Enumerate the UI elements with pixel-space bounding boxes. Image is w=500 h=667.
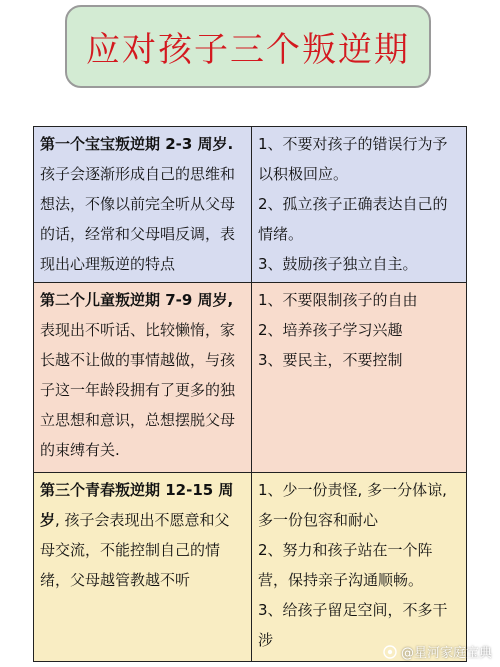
stage1-advice-line: 情绪。 <box>258 225 304 243</box>
stage3-heading-cont: 岁 <box>40 511 56 529</box>
stage1-desc-line: 的话，经常和父母唱反调，表 <box>40 225 236 243</box>
stage1-description-cell <box>34 127 252 283</box>
platform-logo-icon <box>383 645 397 659</box>
stage3-advice-line: 1、少一份责怪, 多一分体谅, <box>258 481 447 499</box>
title-banner <box>65 5 431 88</box>
stage3-heading: 第三个青春叛逆期 12-15 周 <box>40 481 234 499</box>
stage3-desc-line: 母交流，不能控制自己的情 <box>40 541 221 559</box>
stage1-advice-line: 3、鼓励孩子独立自主。 <box>258 255 418 273</box>
watermark-text: @星河家庭宝典 <box>400 646 492 661</box>
stage3-advice-cell <box>252 473 466 661</box>
stage1-advice-cell <box>252 127 466 283</box>
page-title: 应对孩子三个叛逆期 <box>86 30 410 70</box>
stage2-desc-line: 的束缚有关. <box>40 441 120 459</box>
stage1-desc-line: 现出心理叛逆的特点 <box>40 255 176 273</box>
stage3-advice-line: 2、努力和孩子站在一个阵 <box>258 541 433 559</box>
watermark <box>383 642 492 661</box>
stage3-desc-first-line <box>40 505 245 535</box>
stage3-advice-line: 3、给孩子留足空间，不多干 <box>258 601 448 619</box>
stage2-desc-line: 表现出不听话、比较懒惰，家 <box>40 321 236 339</box>
stage3-advice-line: 多一份包容和耐心 <box>258 511 379 529</box>
stage3-desc-first-text: , 孩子会表现出不愿意和父 <box>55 511 230 529</box>
stage2-advice-cell <box>252 283 466 473</box>
stage1-desc-line: 想法，不像以前完全听从父母 <box>40 195 236 213</box>
stage1-advice-line: 以积极回应。 <box>258 165 349 183</box>
stage3-advice-line: 涉 <box>258 631 274 649</box>
rebellion-stages-table <box>33 126 467 662</box>
stage1-desc-line: 孩子会逐渐形成自己的思维和 <box>40 165 236 183</box>
stage2-desc-line: 子这一年龄段拥有了更多的独 <box>40 381 236 399</box>
stage3-advice-line: 营，保持亲子沟通顺畅。 <box>258 571 424 589</box>
stage2-desc-line: 长越不让做的事情越做，与孩 <box>40 351 236 369</box>
stage1-advice-line: 1、不要对孩子的错误行为予 <box>258 135 448 153</box>
stage2-advice-line: 2、培养孩子学习兴趣 <box>258 321 403 339</box>
stage1-heading: 第一个宝宝叛逆期 2-3 周岁. <box>40 135 234 153</box>
stage2-advice-line: 1、不要限制孩子的自由 <box>258 291 418 309</box>
stage2-desc-line: 立思想和意识，总想摆脱父母 <box>40 411 236 429</box>
stage3-description-cell <box>34 473 252 661</box>
stage1-advice-line: 2、孤立孩子正确表达自己的 <box>258 195 448 213</box>
stage2-description-cell <box>34 283 252 473</box>
stage2-heading: 第二个儿童叛逆期 7-9 周岁, <box>40 291 234 309</box>
stage3-desc-line: 绪，父母越管教越不听 <box>40 571 191 589</box>
stage2-advice-line: 3、要民主，不要控制 <box>258 351 403 369</box>
